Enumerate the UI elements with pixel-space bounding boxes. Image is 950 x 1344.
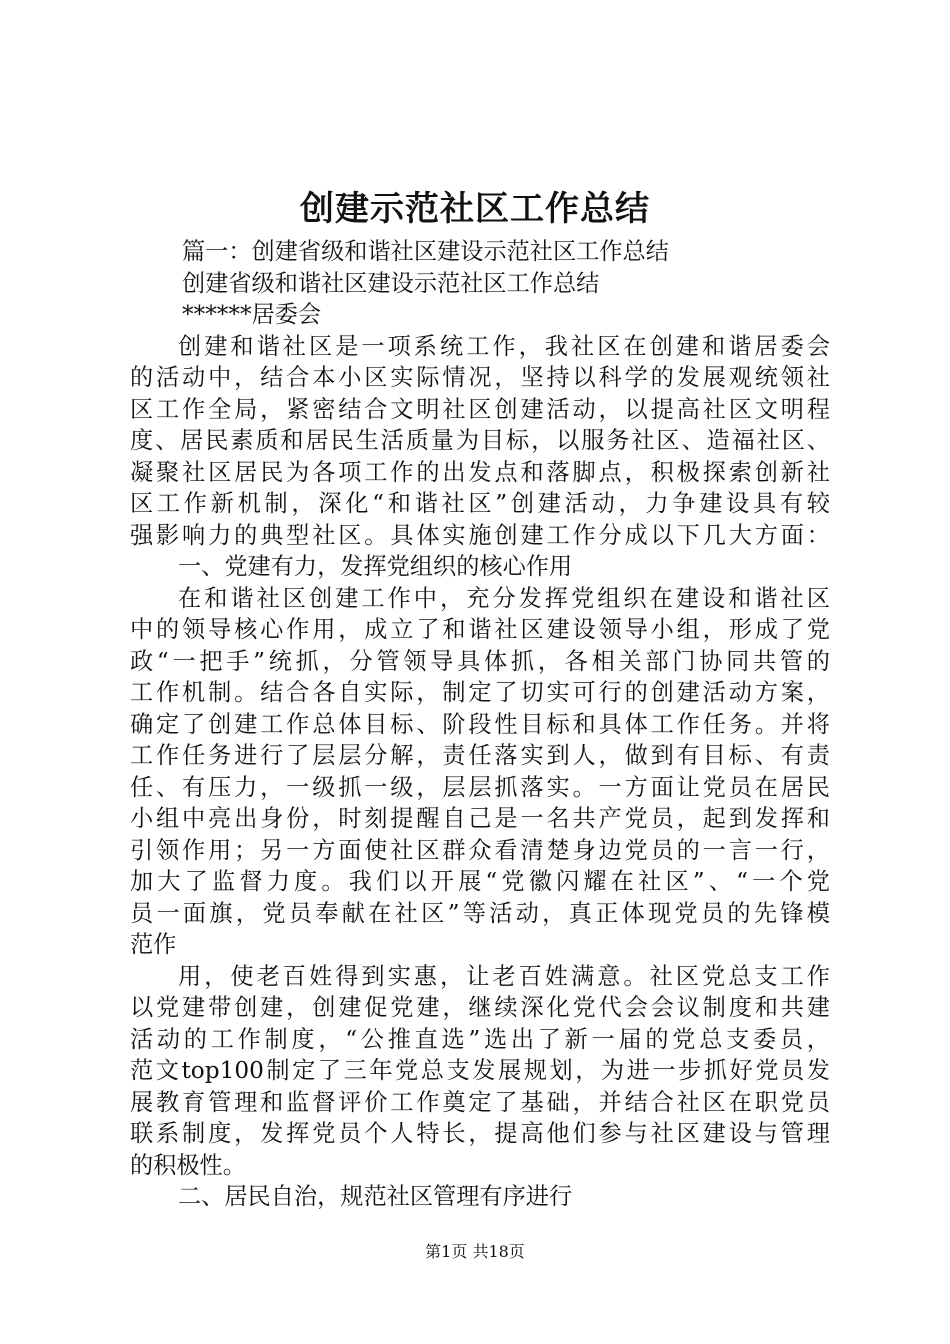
document-body <box>130 236 830 1213</box>
body-line: 篇一：创建省级和谐社区建设示范社区工作总结 <box>182 238 669 265</box>
body-line: 中的领导核心作用，成立了和谐社区建设领导小组，形成了党 <box>130 616 830 643</box>
body-line: 范作 <box>130 931 177 958</box>
body-line: 以党建带创建，创建促党建，继续深化党代会会议制度和共建 <box>130 994 830 1021</box>
document-title: 创建示范社区工作总结 <box>300 189 650 229</box>
body-line: 度、居民素质和居民生活质量为目标，以服务社区、造福社区、 <box>130 427 830 454</box>
section-heading: 二、居民自治，规范社区管理有序进行 <box>178 1183 573 1210</box>
body-line: 强影响力的典型社区。具体实施创建工作分成以下几大方面： <box>130 521 830 549</box>
body-line: 的积极性。 <box>130 1151 246 1179</box>
section-heading: 一、党建有力，发挥党组织的核心作用 <box>178 553 573 580</box>
body-line: 范文top100制定了三年党总支发展规划，为进一步抓好党员发 <box>130 1057 830 1084</box>
body-line: 加大了监督力度。我们以开展“党徽闪耀在社区”、“一个党 <box>130 868 830 895</box>
body-line: 确定了创建工作总体目标、阶段性目标和具体工作任务。并将 <box>130 710 830 738</box>
body-line: 展教育管理和监督评价工作奠定了基础，并结合社区在职党员 <box>130 1088 830 1116</box>
body-line: 小组中亮出身份，时刻提醒自己是一名共产党员，起到发挥和 <box>130 805 830 832</box>
body-line: 区工作新机制，深化“和谐社区”创建活动，力争建设具有较 <box>130 490 830 517</box>
page-footer: 第1页 共18页 <box>425 1242 525 1261</box>
body-line: 引领作用；另一方面使社区群众看清楚身边党员的一言一行， <box>130 836 830 864</box>
body-line: 工作任务进行了层层分解，责任落实到人，做到有目标、有责 <box>130 742 830 769</box>
body-line: 创建和谐社区是一项系统工作，我社区在创建和谐居委会 <box>178 332 830 360</box>
body-line: 工作机制。结合各自实际，制定了切实可行的创建活动方案， <box>130 679 830 706</box>
body-line: 联系制度，发挥党员个人特长，提高他们参与社区建设与管理 <box>130 1120 830 1147</box>
body-line: 员一面旗，党员奉献在社区”等活动，真正体现党员的先锋模 <box>130 899 830 927</box>
body-line: 的活动中，结合本小区实际情况，坚持以科学的发展观统领社 <box>130 364 830 391</box>
body-line: ******居委会 <box>182 301 322 328</box>
body-line: 政“一把手”统抓，分管领导具体抓，各相关部门协同共管的 <box>130 647 830 675</box>
body-line: 凝聚社区居民为各项工作的出发点和落脚点，积极探索创新社 <box>130 458 830 486</box>
body-line: 用，使老百姓得到实惠，让老百姓满意。社区党总支工作 <box>178 962 830 990</box>
body-line: 任、有压力，一级抓一级，层层抓落实。一方面让党员在居民 <box>130 773 830 801</box>
body-line: 区工作全局，紧密结合文明社区创建活动，以提高社区文明程 <box>130 395 830 423</box>
body-line: 创建省级和谐社区建设示范社区工作总结 <box>182 269 600 297</box>
body-line: 在和谐社区创建工作中，充分发挥党组织在建设和谐社区 <box>178 584 830 612</box>
body-line: 活动的工作制度，“公推直选”选出了新一届的党总支委员， <box>130 1025 830 1053</box>
